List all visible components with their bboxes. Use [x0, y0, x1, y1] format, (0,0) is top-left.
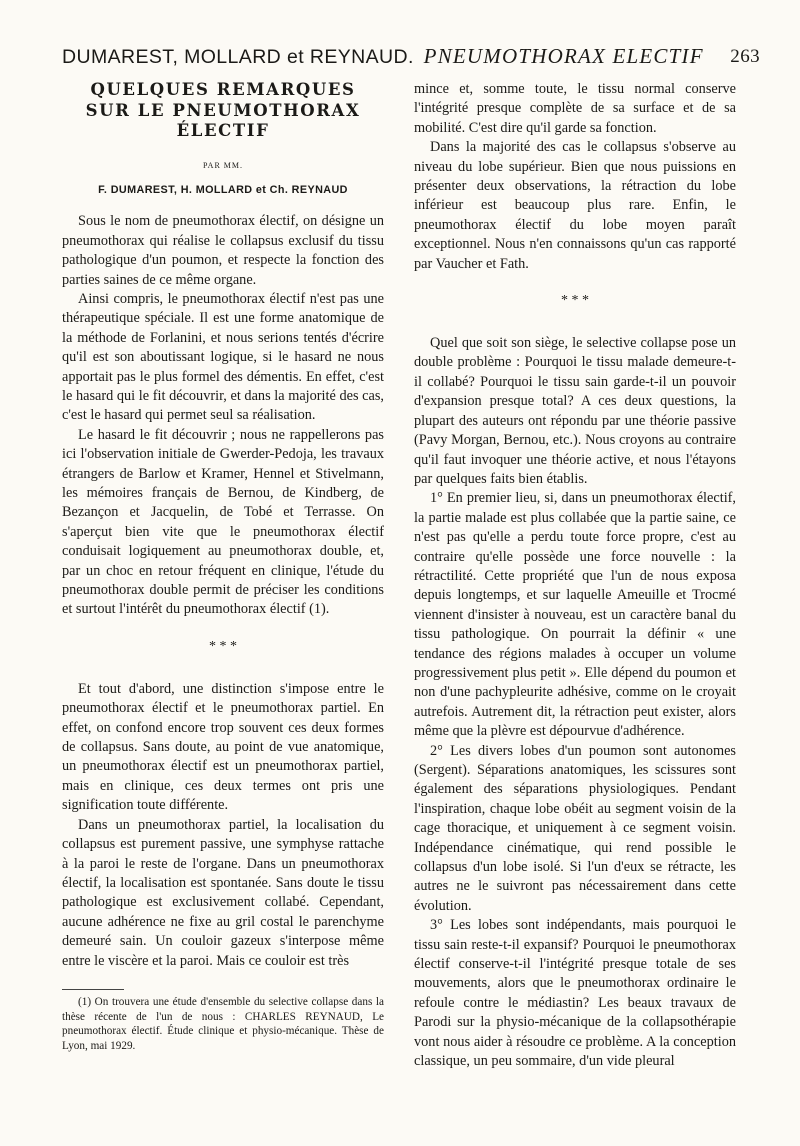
separator-asterisks: * * * — [561, 293, 589, 309]
article-title — [62, 80, 384, 142]
footnote-text: (1) On trouvera une étude d'ensemble du selective collapse dans la thèse récente de l'un de nous : CHARLES REYNAUD, Le pneumothorax électif. Étude clinique et physio-mécanique. Thèse de Lyon, mai 1929. — [62, 995, 384, 1052]
paragraph: Dans un pneumothorax partiel, la localisation du collapsus est purement passive, une symphyse rattache à la paroi le reste de l'organe. Dans un pneumothorax électif, la localisation est spontanée. Sans doute le tissu pathologique est exclusivement collabé. Cependant, aucune adhérence ne fixe au gril costal le parenchyme demeuré sain. Un couloir gazeux s'interpose même entre le viscère et la paroi. Mais ce couloir est très — [62, 816, 384, 969]
paragraph: Dans la majorité des cas le collapsus s'observe au niveau du lobe supérieur. Bien que nous puissions en présenter deux observations, la rétraction du lobe inférieur est beaucoup plus rare. Enfin, le pneumothorax électif du lobe moyen paraît exceptionnel. Nous n'en connaissons qu'un cas rapporté par Vaucher et Fath. — [414, 139, 736, 272]
paragraph: Quel que soit son siège, le selective collapse pose un double problème : Pourquoi le tissu malade demeure-t-il collabé? Pourquoi le tissu sain garde-t-il un pouvoir d'expansion presque total? A ces deux questions, la plupart des auteurs ont répondu par une théorie passive (Pavy Morgan, Bernou, etc.). Nous croyons au contraire qu'il faut invoquer une théorie active, et nous l'étayons par quelques faits bien établis. — [414, 335, 736, 487]
running-head-authors: DUMAREST, MOLLARD et REYNAUD. — [62, 46, 414, 68]
paragraph: Et tout d'abord, une distinction s'impose entre le pneumothorax électif et le pneumothorax partiel. En effet, on confond encore trop souvent ces deux formes de collapsus. Sans doute, au point de vue anatomique, un pneumothorax électif est un pneumothorax partiel, mais en clinique, ces deux termes ont pris une signification toute différente. — [62, 680, 384, 814]
paragraph: Sous le nom de pneumothorax électif, on désigne un pneumothorax qui réalise le collapsus exclusif du tissu pathologique d'un poumon, et respecte la fonction des parties saines de ce même organe. — [62, 213, 384, 288]
par-mm: PAR MM. — [202, 160, 244, 170]
separator-asterisks: * * * — [209, 638, 237, 654]
running-head-subtitle: PNEUMOTHORAX ELECTIF — [423, 44, 704, 68]
page-number: 263 — [730, 46, 760, 67]
section-separator — [414, 293, 736, 309]
title-line-2: SUR LE PNEUMOTHORAX — [85, 100, 361, 120]
paragraph: 1° En premier lieu, si, dans un pneumothorax électif, la partie malade est plus collabée que la partie saine, ce n'est pas qu'elle a perdu toute force propre, c'est au contraire qu'elle possède une force nouvelle : la rétractilité. Cette propriété que l'un de nous exposa depuis longtemps, et sur laquelle Ameuille et Trocmé viennent d'insister à nouveau, est un caractère banal du tissu pathologique. On pourrait la définir « une tendance des régions malades à occuper un volume progressivement plus petit ». Elle dépend du poumon et non d'une pachypleurite adhésive, comme on le croyait autrefois. Autrement dit, la rétraction peut exister, alors même que la plèvre est dépourvue d'adhérence. — [414, 490, 736, 740]
right-column — [414, 80, 736, 1072]
paragraph: 3° Les lobes sont indépendants, mais pourquoi le tissu sain reste-t-il expansif? Pourquoi le pneumothorax électif conserve-t-il l'intégrité presque totale de ses mouvements, alors que le pneumothorax ordinaire le refoule contre le médiastin? Les beaux travaux de Parodi sur la physio-mécanique de la collapsothérapie vont nous aider à résoudre ce problème. A la conception classique, un peu sommaire, d'un vide pleural — [414, 917, 736, 1070]
paragraph: mince et, somme toute, le tissu normal conserve l'intégrité presque complète de sa surface et de sa mobilité. C'est dire qu'il garde sa fonction. — [414, 81, 736, 136]
section-separator — [62, 638, 384, 654]
footnote-rule — [62, 989, 124, 990]
footnote — [62, 995, 384, 1053]
byline: F. DUMAREST, H. MOLLARD et Ch. REYNAUD — [98, 183, 348, 196]
paragraph: 2° Les divers lobes d'un poumon sont autonomes (Sergent). Séparations anatomiques, les scissures sont également des séparations physiologiques. Pendant l'inspiration, chaque lobe obéit au segment voisin de la cage thoracique, et uniquement à ce segment voisin. Indépendance cinématique, qui rend possible le collapsus d'un lobe isolé. Si l'un d'eux se rétracte, les autres ne le suivront pas nécessairement dans cette évolution. — [414, 742, 736, 914]
paragraph: Ainsi compris, le pneumothorax électif n'est pas une thérapeutique spéciale. Il est une forme anatomique de la méthode de Forlanini, et nous serions tentés d'écrire qu'il est son aboutissant logique, si le hasard ne nous apportait pas le plus formel des démentis. En effet, c'est le hasard qui le fit découvrir, et dans la majorité des cas, c'est le hasard qui permet seul sa réalisation. — [62, 290, 384, 424]
title-line-3: ÉLECTIF — [176, 121, 270, 140]
left-column — [62, 80, 384, 1053]
title-line-1: QUELQUES REMARQUES — [90, 80, 356, 99]
running-head — [62, 44, 760, 69]
paragraph: Le hasard le fit découvrir ; nous ne rappellerons pas ici l'observation initiale de Gwerder-Pedoja, les travaux étrangers de Barlow et Kramer, Hennel et Stivelmann, les mémoires français de Bernou, de Kindberg, de Bezançon et Jacquelin, de Tobé et Terrasse. On s'aperçut bien vite que le pneumothorax électif conduisait logiquement au pneumothorax double, et, par un choc en retour fréquent en clinique, l'étude du pneumothorax double permit de préciser les conditions et surtout l'intérêt du pneumothorax électif (1). — [62, 426, 384, 618]
